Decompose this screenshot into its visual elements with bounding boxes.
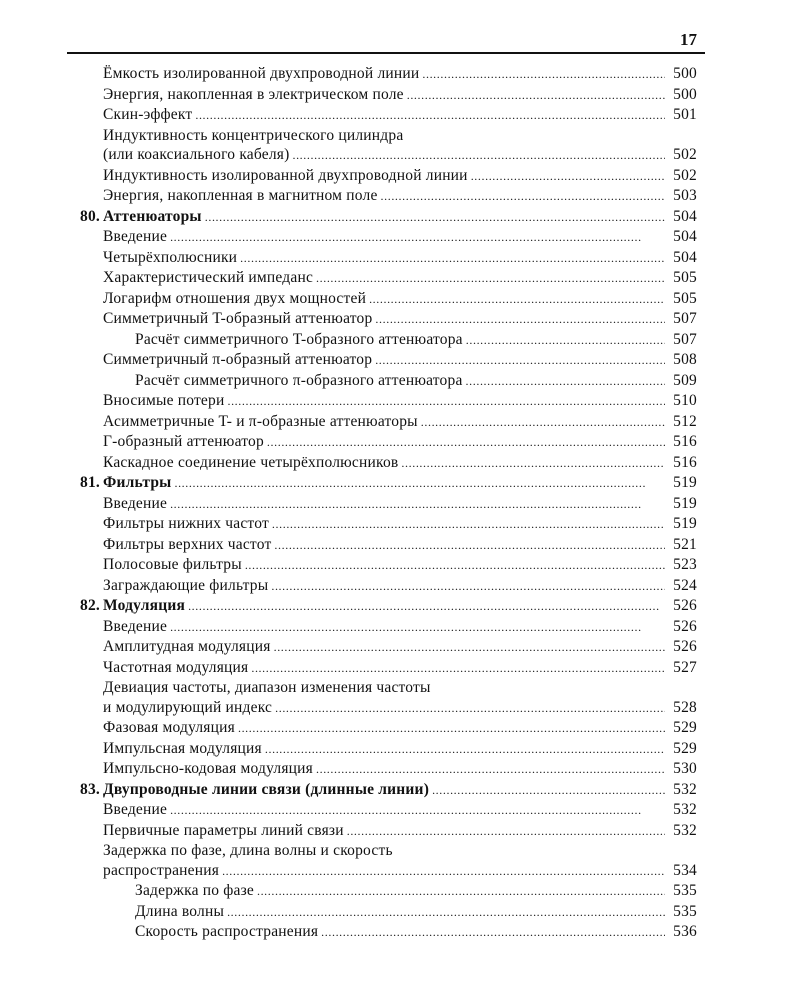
toc-entry-title-continued: распространения	[103, 861, 220, 879]
toc-entry-title: Аттенюаторы	[103, 207, 202, 225]
toc-page-number: 500	[673, 65, 697, 82]
toc-page-number: 516	[673, 453, 697, 471]
dot-leader	[321, 922, 665, 943]
dot-leader	[316, 759, 665, 780]
toc-entry-title: Вносимые потери	[103, 392, 225, 409]
toc-page-number: 526	[673, 617, 697, 635]
dot-leader	[251, 658, 665, 679]
toc-chapter-number: 81.	[80, 474, 100, 491]
toc-entry	[0, 535, 800, 556]
toc-entry-title: Первичные параметры линий связи	[103, 821, 344, 839]
toc-page-number: 524	[673, 576, 697, 594]
toc-entry-title: Энергия, накопленная в магнитном поле	[103, 187, 378, 204]
toc-entry-title: Индуктивность концентрического цилиндра	[103, 126, 404, 144]
toc-entry	[0, 902, 800, 923]
toc-entry	[0, 617, 800, 638]
toc-entry	[0, 800, 800, 821]
toc-entry	[0, 658, 800, 679]
toc-page-number: 504	[673, 228, 697, 245]
toc-entry	[0, 330, 800, 351]
toc-page-number: 507	[673, 330, 697, 348]
toc-page-number: 526	[673, 597, 697, 614]
toc-entry-title: Модуляция	[103, 597, 186, 614]
toc-page-number: 519	[673, 474, 697, 491]
toc-entry-title: Амплитудная модуляция	[103, 638, 271, 655]
toc-entry	[0, 453, 800, 474]
toc-entry-title: Г-образный аттенюатор	[103, 433, 264, 450]
toc-entry	[0, 126, 800, 166]
toc-entry-title: Индуктивность изолированной двухпроводной линии	[103, 166, 468, 184]
toc-entry-title: Фильтры верхних частот	[103, 535, 272, 553]
toc-page-number: 505	[673, 269, 697, 286]
dot-leader	[316, 268, 665, 289]
toc-page-number: 508	[673, 351, 697, 368]
dot-leader	[375, 309, 665, 330]
toc-entry	[0, 227, 800, 248]
toc-page-number: 532	[673, 821, 697, 839]
toc-page-number: 536	[673, 923, 697, 940]
toc-entry	[0, 412, 800, 433]
dot-leader	[271, 576, 665, 597]
dot-leader	[245, 555, 665, 576]
toc-entry-title-continued: (или коаксиального кабеля)	[103, 146, 290, 163]
dot-leader	[222, 861, 665, 882]
dot-leader	[421, 412, 665, 433]
header-rule	[67, 52, 705, 54]
dot-leader	[170, 227, 665, 248]
dot-leader	[195, 105, 665, 126]
toc-chapter	[0, 473, 800, 494]
toc-entry	[0, 289, 800, 310]
toc-entry-title: Импульсно-кодовая модуляция	[103, 760, 313, 777]
toc-entry-title: Логарифм отношения двух мощностей	[103, 289, 367, 307]
toc-entry-title: Четырёхполюсники	[103, 248, 238, 266]
toc-entry	[0, 85, 800, 106]
toc-entry	[0, 678, 800, 718]
dot-leader	[257, 881, 665, 902]
dot-leader	[471, 166, 665, 187]
toc-entry-title: Скорость распространения	[135, 923, 319, 940]
dot-leader	[238, 718, 665, 739]
toc-entry-title: Девиация частоты, диапазон изменения частоты	[103, 679, 431, 696]
dot-leader	[174, 473, 665, 494]
toc-entry-title: Фазовая модуляция	[103, 719, 235, 736]
toc-page-number: 529	[673, 739, 697, 757]
toc-page-number: 532	[673, 780, 697, 798]
dot-leader	[170, 494, 665, 515]
toc-page-number: 510	[673, 392, 697, 409]
toc-entry-title: Введение	[103, 617, 168, 635]
dot-leader	[227, 391, 665, 412]
dot-leader	[401, 453, 665, 474]
toc-entry	[0, 64, 800, 85]
toc-page-number: 507	[673, 310, 697, 327]
toc-entry	[0, 166, 800, 187]
dot-leader	[274, 535, 665, 556]
toc-page-number: 509	[673, 371, 697, 389]
toc-page-number: 500	[673, 85, 697, 103]
toc-page-number: 512	[673, 412, 697, 430]
toc-entry	[0, 494, 800, 515]
toc-entry	[0, 186, 800, 207]
toc-entry-title-continued: и модулирующий индекс	[103, 698, 273, 716]
toc-entry	[0, 555, 800, 576]
toc-page-number: 527	[673, 658, 697, 676]
toc-entry-title: Фильтры	[103, 474, 172, 491]
dot-leader	[369, 289, 665, 310]
toc-page-number: 502	[673, 166, 697, 184]
dot-leader	[466, 330, 665, 351]
toc-entry	[0, 432, 800, 453]
toc-page-number: 528	[673, 698, 697, 716]
toc-entry	[0, 821, 800, 842]
dot-leader	[422, 64, 665, 85]
toc-page-number: 501	[673, 106, 697, 123]
toc-page-number: 504	[673, 248, 697, 266]
toc-entry-title: Частотная модуляция	[103, 658, 249, 676]
toc-entry-title: Каскадное соединение четырёхполюсников	[103, 453, 399, 471]
toc-chapter-number: 83.	[80, 780, 100, 798]
toc-entry	[0, 514, 800, 535]
toc-entry	[0, 718, 800, 739]
toc-entry-title: Длина волны	[135, 902, 225, 920]
toc-entry	[0, 105, 800, 126]
dot-leader	[265, 739, 665, 760]
dot-leader	[381, 186, 665, 207]
toc-entry-title: Расчёт симметричного π-образного аттенюатора	[135, 371, 463, 389]
toc-entry-title: Энергия, накопленная в электрическом поле	[103, 85, 404, 103]
page-number: 17	[680, 30, 697, 49]
toc-entry-title: Задержка по фазе	[135, 882, 254, 899]
toc-entry-title: Фильтры нижних частот	[103, 515, 269, 532]
toc-chapter	[0, 596, 800, 617]
toc-entry	[0, 759, 800, 780]
toc-entry	[0, 841, 800, 881]
toc-entry-title: Расчёт симметричного T-образного аттенюатора	[135, 330, 463, 348]
toc-page-number: 504	[673, 207, 697, 225]
dot-leader	[274, 637, 665, 658]
toc-entry	[0, 309, 800, 330]
dot-leader	[170, 800, 665, 821]
toc-entry-title: Введение	[103, 494, 168, 512]
toc-chapter-number: 82.	[80, 597, 100, 614]
toc-page-number: 503	[673, 187, 697, 204]
toc-page-number: 521	[673, 535, 697, 553]
dot-leader	[188, 596, 665, 617]
toc-page-number: 530	[673, 760, 697, 777]
toc-entry-title: Заграждающие фильтры	[103, 576, 269, 594]
toc-entry	[0, 391, 800, 412]
dot-leader	[227, 902, 665, 923]
toc-entry	[0, 637, 800, 658]
toc-page-number: 526	[673, 638, 697, 655]
toc-page-number: 534	[673, 861, 697, 879]
toc-page-number: 529	[673, 719, 697, 736]
toc-entry	[0, 371, 800, 392]
dot-leader	[240, 248, 665, 269]
toc-chapter	[0, 780, 800, 801]
dot-leader	[347, 821, 665, 842]
toc-entry-title: Задержка по фазе, длина волны и скорость	[103, 842, 393, 859]
toc-entry-title: Симметричный π-образный аттенюатор	[103, 351, 373, 368]
toc-page-number: 516	[673, 433, 697, 450]
dot-leader	[407, 85, 665, 106]
toc-page-number: 523	[673, 556, 697, 573]
toc-entry-title: Введение	[103, 228, 168, 245]
dot-leader	[272, 514, 665, 535]
toc-page-number: 519	[673, 494, 697, 512]
toc-chapter	[0, 207, 800, 228]
toc-chapter-number: 80.	[80, 207, 100, 225]
toc-page-number: 519	[673, 515, 697, 532]
toc-entry-title: Введение	[103, 801, 168, 818]
dot-leader	[375, 350, 665, 371]
toc-entry	[0, 739, 800, 760]
toc-entry-title: Скин-эффект	[103, 106, 193, 123]
toc-page-number: 502	[673, 146, 697, 163]
toc-entry-title: Двупроводные линии связи (длинные линии)	[103, 780, 430, 798]
dot-leader	[267, 432, 665, 453]
toc-entry	[0, 350, 800, 371]
dot-leader	[275, 698, 665, 719]
toc-entry	[0, 248, 800, 269]
dot-leader	[292, 145, 665, 166]
toc-entry	[0, 881, 800, 902]
toc-entry-title: Полосовые фильтры	[103, 556, 242, 573]
dot-leader	[432, 780, 665, 801]
toc-entry-title: Характеристический импеданс	[103, 269, 314, 286]
toc-page-number: 532	[673, 801, 697, 818]
dot-leader	[205, 207, 665, 228]
dot-leader	[170, 617, 665, 638]
toc-entry	[0, 268, 800, 289]
dot-leader	[466, 371, 665, 392]
toc-entry-title: Ёмкость изолированной двухпроводной линии	[103, 65, 420, 82]
toc-entry-title: Асимметричные T- и π-образные аттенюаторы	[103, 412, 418, 430]
toc-page-number: 535	[673, 902, 697, 920]
toc-page-number: 535	[673, 882, 697, 899]
table-of-contents	[0, 64, 800, 943]
toc-entry-title: Импульсная модуляция	[103, 739, 262, 757]
toc-page-number: 505	[673, 289, 697, 307]
toc-entry	[0, 922, 800, 943]
toc-entry-title: Симметричный T-образный аттенюатор	[103, 310, 373, 327]
toc-entry	[0, 576, 800, 597]
